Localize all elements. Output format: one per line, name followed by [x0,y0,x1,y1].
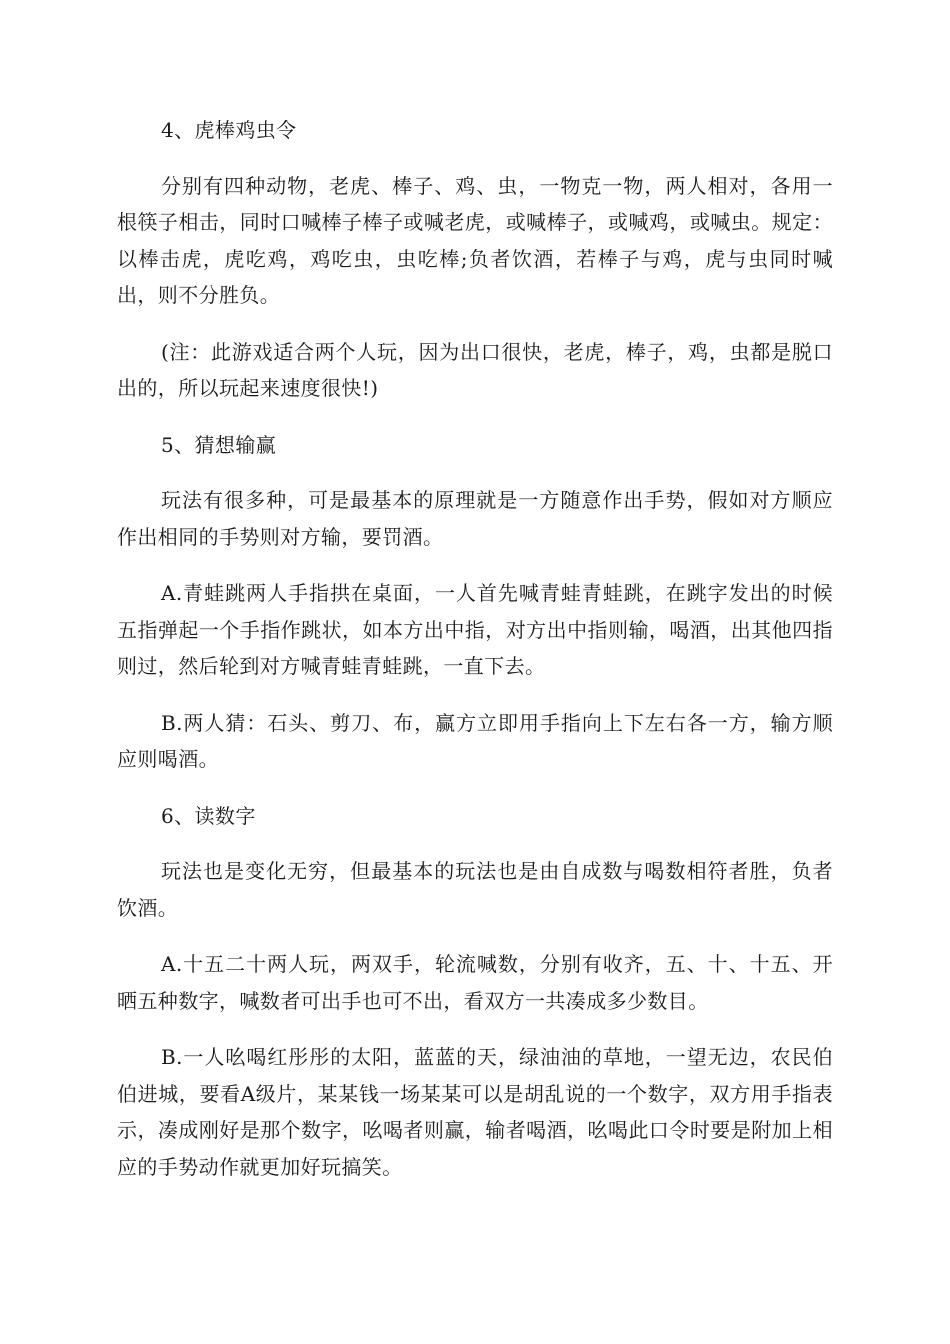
paragraph-guess-intro: 玩法有很多种，可是最基本的原理就是一方随意作出手势，假如对方顺应作出相同的手势则对方输，要罚酒。 [117,488,833,549]
document-body [117,112,833,1205]
section-heading-5: 5、猜想输赢 [161,432,277,457]
paragraph-fifteen-twenty: A.十五二十两人玩，两双手，轮流喊数，分别有收齐，五、十、十五、开晒五种数字，喊数者可出手也可不出，看双方一共凑成多少数目。 [117,952,833,1013]
paragraph-frog-jump: A.青蛙跳两人手指拱在桌面，一人首先喊青蛙青蛙跳，在跳字发出的时候五指弹起一个手指作跳状，如本方出中指，对方出中指则输，喝酒，出其他四指则过，然后轮到对方喊青蛙青蛙跳，一直下去。 [117,581,833,678]
paragraph-rock-paper-scissors: B.两人猜：石头、剪刀、布，赢方立即用手指向上下左右各一方，输方顺应则喝酒。 [117,710,833,771]
paragraph-numbers-intro: 玩法也是变化无穷，但最基本的玩法也是由自成数与喝数相符者胜，负者饮酒。 [117,859,833,920]
paragraph-note: (注：此游戏适合两个人玩，因为出口很快，老虎，棒子，鸡，虫都是脱口出的，所以玩起来速度很快!) [117,339,833,400]
section-heading-4: 4、虎棒鸡虫令 [161,118,297,142]
section-heading-6: 6、读数字 [161,803,256,828]
paragraph-rules: 分别有四种动物，老虎、棒子、鸡、虫，一物克一物，两人相对，各用一根筷子相击，同时口喊棒子棒子或喊老虎，或喊棒子，或喊鸡，或喊虫。规定：以棒击虎，虎吃鸡，鸡吃虫，虫吃棒;负者饮酒，若棒子与鸡，虎与虫同时喊出，则不分胜负。 [117,173,833,307]
paragraph-red-sun: B.一人吆喝红彤彤的太阳，蓝蓝的天，绿油油的草地，一望无边，农民伯伯进城，要看A级片，某某钱一场某某可以是胡乱说的一个数字，双方用手指表示，凑成刚好是那个数字，吆喝者则赢，输者喝酒，吆喝此口令时要是附加上相应的手势动作就更加好玩搞笑。 [117,1045,833,1179]
